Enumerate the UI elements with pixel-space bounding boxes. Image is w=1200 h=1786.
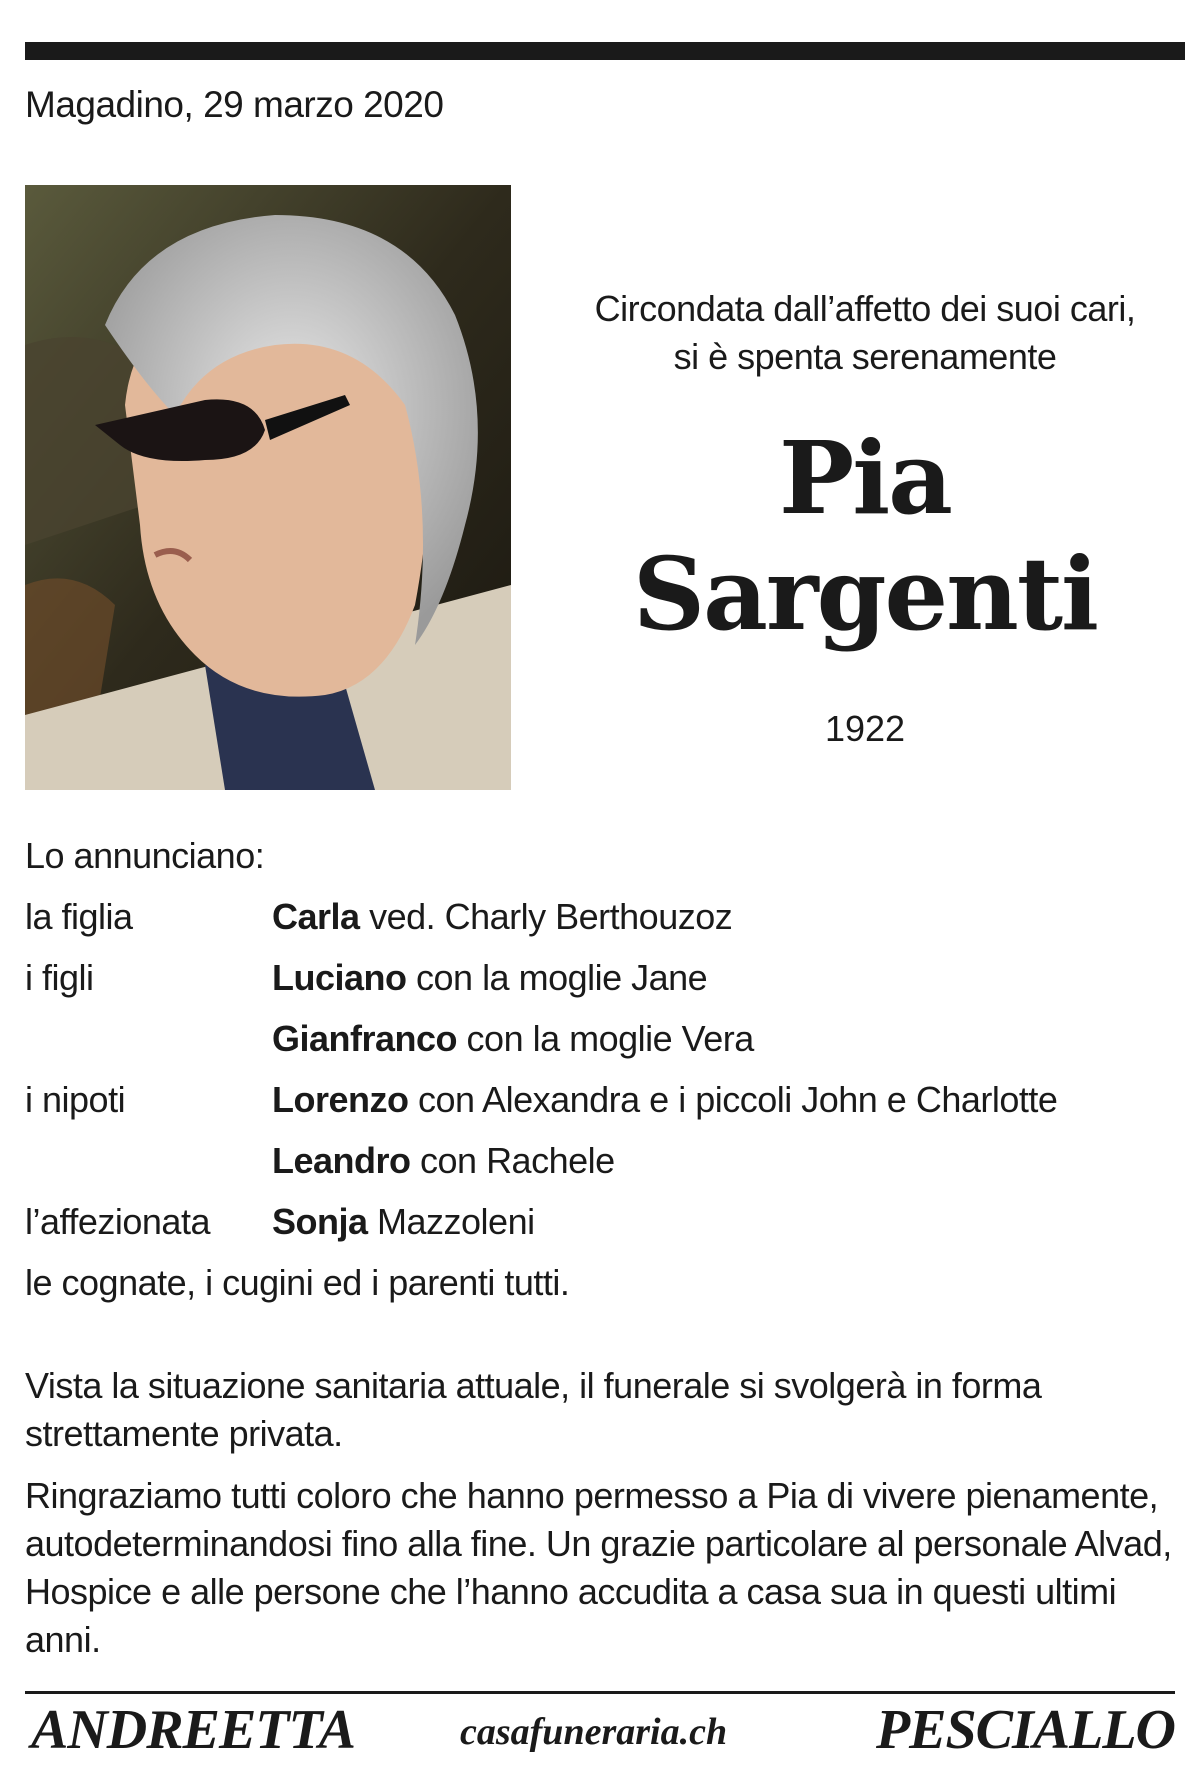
relative-name: Luciano (272, 957, 407, 998)
relative-detail: con Alexandra e i piccoli John e Charlotte (408, 1079, 1058, 1120)
relative-name: Carla (272, 896, 360, 937)
announcement-row (25, 947, 1185, 1008)
relative-detail: con Rachele (410, 1140, 615, 1181)
relative-detail: Mazzoleni (367, 1201, 535, 1242)
relative-name: Leandro (272, 1140, 411, 1181)
footer (25, 1700, 1175, 1760)
announcement-list (25, 825, 1185, 1313)
relative-detail: ved. Charly Berthouzoz (359, 896, 733, 937)
relative-detail: con la moglie Jane (406, 957, 708, 998)
announcement-row (25, 1008, 1185, 1069)
relation-label: l’affezionata (25, 1201, 210, 1242)
relative-entry (272, 1130, 615, 1191)
relative-entry (272, 1069, 1057, 1130)
top-rule (25, 42, 1185, 60)
last-name: Sargenti (632, 535, 1098, 653)
relative-name: Gianfranco (272, 1018, 458, 1059)
relative-detail: con la moglie Vera (457, 1018, 754, 1059)
relation-label: la figlia (25, 896, 133, 937)
intro-line-2: si è spenta serenamente (673, 336, 1057, 377)
intro-text (560, 285, 1170, 381)
relation-label: i nipoti (25, 1079, 126, 1120)
footer-website: casafuneraria.ch (460, 1711, 728, 1753)
portrait-photo (25, 185, 511, 790)
portrait-image (25, 185, 511, 790)
announcement-row (25, 1191, 1185, 1252)
relative-entry (272, 886, 732, 947)
intro-line-1: Circondata dall’affetto dei suoi cari, (594, 288, 1136, 329)
relative-entry (272, 1008, 754, 1069)
footer-left-brand: ANDREETTA (31, 1699, 355, 1761)
date-line: Magadino, 29 marzo 2020 (25, 84, 444, 125)
announcement-row (25, 886, 1185, 947)
bottom-rule (25, 1691, 1175, 1694)
announcement-heading: Lo annunciano: (25, 835, 265, 876)
relative-name: Lorenzo (272, 1079, 409, 1120)
relative-name: Sonja (272, 1201, 368, 1242)
relative-entry (272, 947, 707, 1008)
deceased-name (560, 420, 1170, 652)
announcement-row (25, 1069, 1185, 1130)
announcement-row (25, 1130, 1185, 1191)
footer-right-brand: PESCIALLO (875, 1699, 1175, 1761)
first-name: Pia (779, 419, 951, 537)
birth-year: 1922 (824, 708, 906, 749)
thanks-notice: Ringraziamo tutti coloro che hanno permesso a Pia di vivere pienamente, autodeterminandosi fino alla fine. Un grazie particolare al personale Alvad, Hospice e alle persone che l’hanno accudita a casa sua in questi ultimi anni. (25, 1475, 1172, 1660)
relation-label: i figli (25, 957, 94, 998)
funeral-notice: Vista la situazione sanitaria attuale, il funerale si svolgerà in forma strettamente privata. (25, 1365, 1042, 1454)
announcement-closing: le cognate, i cugini ed i parenti tutti. (25, 1262, 570, 1303)
relative-entry (272, 1191, 535, 1252)
